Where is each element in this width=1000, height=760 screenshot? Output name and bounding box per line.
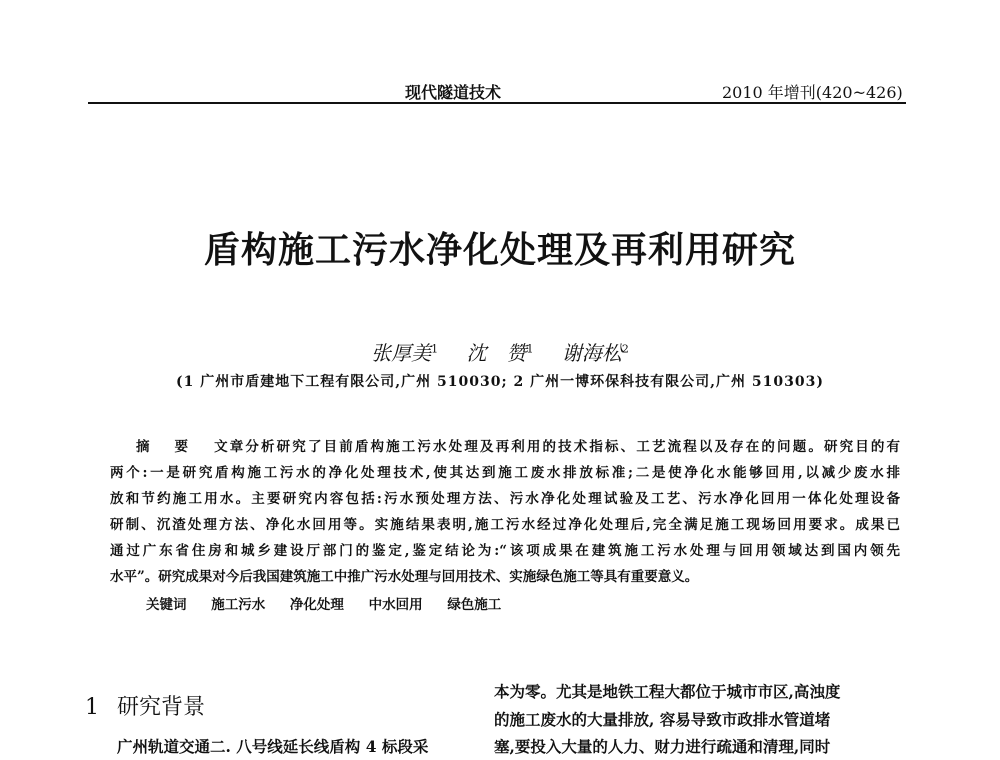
keywords-label: 关键词 <box>146 597 187 613</box>
abstract-line <box>110 437 900 457</box>
author-affiliation-mark: 1 <box>431 342 439 356</box>
author-affiliation-mark: 1 <box>526 342 534 356</box>
keyword: 施工污水 <box>211 597 266 613</box>
running-header-journal: 现代隧道技术 <box>405 83 502 102</box>
header-rule <box>88 102 906 104</box>
abstract-label: 摘 要 <box>136 439 199 455</box>
abstract-line: 研制、沉渣处理方法、净化水回用等。实施结果表明,施工污水经过净化处理后,完全满足施工现场回用要求。成果已 <box>110 517 900 533</box>
body-text-line: 本为零。尤其是地铁工程大都位于城市市区,高浊度 <box>494 682 841 701</box>
affiliations: (1 广州市盾建地下工程有限公司,广州 510030; 2 广州一博环保科技有限公司,广州 510303) <box>176 374 824 390</box>
body-text-line: 的施工废水的大量排放, 容易导致市政排水管道堵 <box>494 710 831 729</box>
section-title: 研究背景 <box>117 695 206 720</box>
abstract-line: 两个:一是研究盾构施工污水的净化处理技术,使其达到施工废水排放标准;二是使净化水能够回用,以减少废水排 <box>110 465 900 481</box>
author-name: 谢海松 <box>561 341 622 365</box>
keyword: 净化处理 <box>289 597 344 613</box>
keyword: 中水回用 <box>368 597 423 613</box>
abstract-line: 水平”。研究成果对今后我国建筑施工中推广污水处理与回用技术、实施绿色施工等具有重要意义。 <box>110 569 699 585</box>
section-heading <box>85 690 205 721</box>
abstract-text: 文章分析研究了目前盾构施工污水处理及再利用的技术指标、工艺流程以及存在的问题。研究目的有 <box>214 439 901 455</box>
author-name: 沈 赞 <box>466 341 527 365</box>
paper-title: 盾构施工污水净化处理及再利用研究 <box>203 229 796 271</box>
body-text-line: 塞,要投入大量的人力、财力进行疏通和清理,同时 <box>494 737 831 756</box>
running-header-issue: 2010 年增刊(420~426) <box>722 83 903 102</box>
keywords <box>146 593 521 613</box>
section-number: 1 <box>85 695 99 720</box>
abstract-line: 放和节约施工用水。主要研究内容包括:污水预处理方法、污水净化处理试验及工艺、污水净化回用一体化处理设备 <box>110 491 900 507</box>
body-text-line: 广州轨道交通二. 八号线延长线盾构 4 标段采 <box>117 737 429 756</box>
abstract-line: 通过广东省住房和城乡建设厅部门的鉴定,鉴定结论为:“该项成果在建筑施工污水处理与回用领域达到国内领先 <box>110 543 900 559</box>
author-name: 张厚美 <box>371 341 432 365</box>
keyword: 绿色施工 <box>447 597 502 613</box>
author-list <box>0 337 1000 366</box>
author-affiliation-mark: 2 <box>621 342 629 356</box>
